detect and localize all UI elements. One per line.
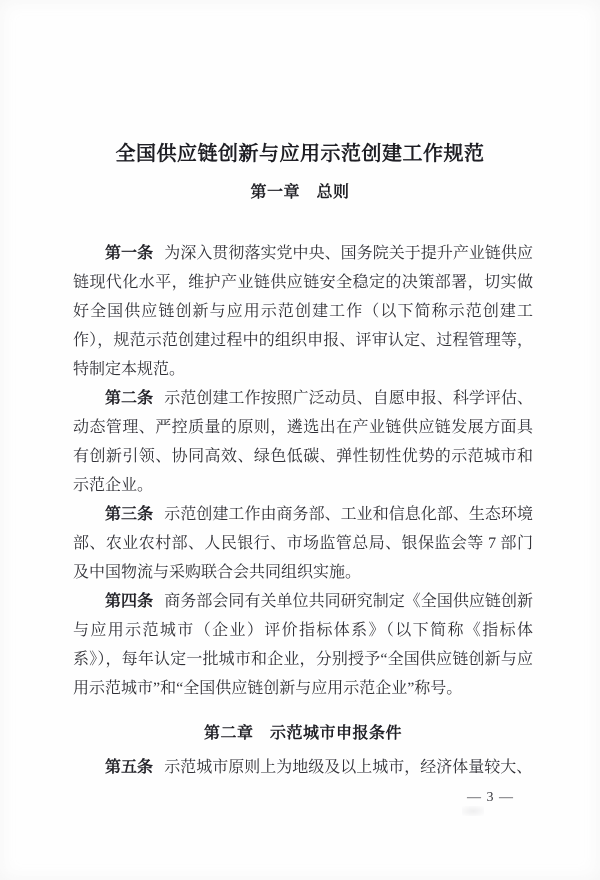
article-4-label: 第四条 (105, 593, 154, 610)
article-5-text: 示范城市原则上为地级及以上城市，经济体量较大、 (164, 759, 533, 776)
article-3-label: 第三条 (105, 506, 154, 523)
page-number: — 3 — (467, 790, 514, 805)
chapter-1-heading: 第一章 总则 (250, 184, 350, 201)
article-5-paragraph (73, 753, 533, 782)
article-2-paragraph (73, 384, 533, 500)
article-4-text: 商务部会同有关单位共同研究制定《全国供应链创新与应用示范城市（企业）评价指标体系》（以下简称《指标体系》），每年认定一批城市和企业，分别授予“全国供应链创新与应用示范城市”和“全国供应链创新与应用示范企业”称号。 (73, 593, 533, 697)
article-2-label: 第二条 (105, 390, 154, 407)
article-1-label: 第一条 (105, 245, 154, 262)
article-2-text: 示范创建工作按照广泛动员、自愿申报、科学评估、动态管理、严控质量的原则，遴选出在产业链供应链发展方面具有创新引领、协同高效、绿色低碳、弹性韧性优势的示范城市和示范企业。 (73, 390, 533, 494)
article-3-text: 示范创建工作由商务部、工业和信息化部、生态环境部、农业农村部、人民银行、市场监管总局、银保监会等 7 部门及中国物流与采购联合会共同组织实施。 (73, 506, 533, 581)
article-1-paragraph (73, 239, 533, 384)
article-4-paragraph (73, 587, 533, 703)
scan-smudge (462, 806, 484, 816)
article-5-label: 第五条 (105, 759, 154, 776)
document-title: 全国供应链创新与应用示范创建工作规范 (115, 143, 485, 165)
article-1-text: 为深入贯彻落实党中央、国务院关于提升产业链供应链现代化水平，维护产业链供应链安全稳定的决策部署，切实做好全国供应链创新与应用示范创建工作（以下简称示范创建工作），规范示范创建过程中的组织申报、评审认定、过程管理等，特制定本规范。 (73, 245, 533, 378)
chapter-2-heading: 第二章 示范城市申报条件 (203, 725, 402, 742)
article-3-paragraph (73, 500, 533, 587)
document-body (73, 239, 533, 782)
